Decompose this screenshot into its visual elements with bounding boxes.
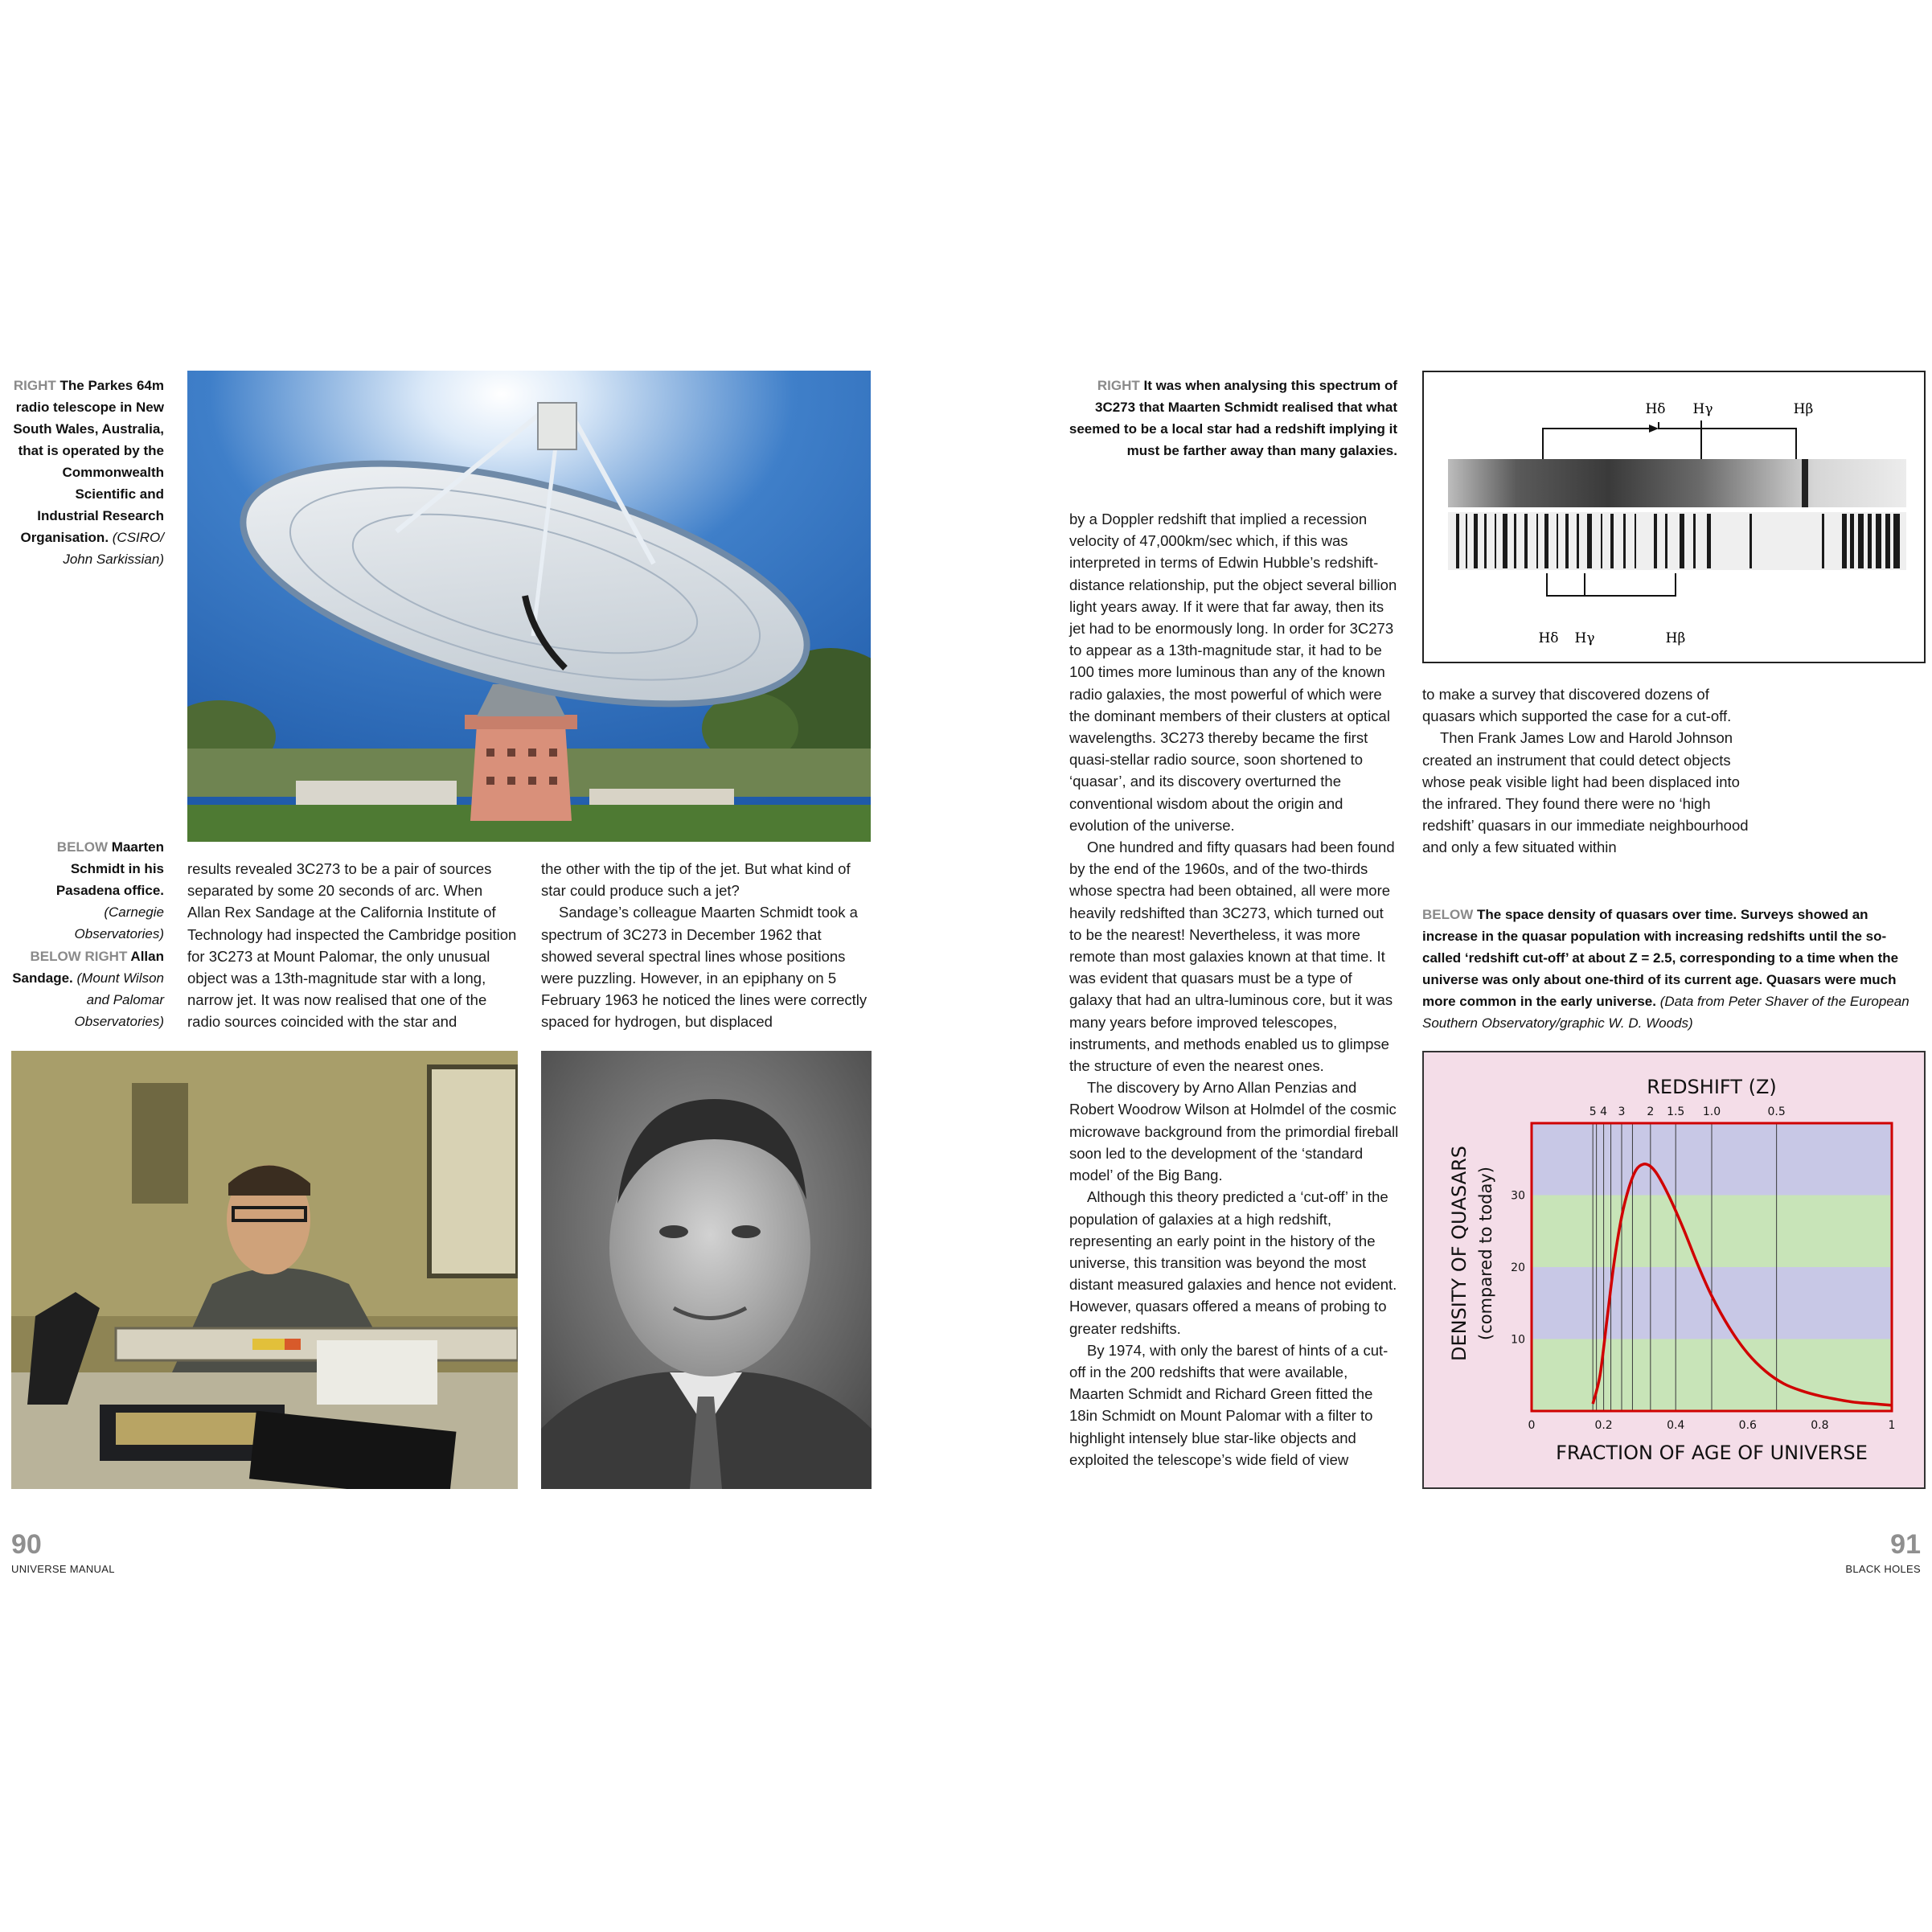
caption-credit: (Carnegie Observatories) <box>74 904 164 941</box>
page-number-left: 90 <box>11 1529 42 1560</box>
y-axis-sublabel: (compared to today) <box>1476 1167 1495 1340</box>
paragraph: Although this theory predicted a ‘cut-off’ in the population of galaxies at a high redshift, representing an early point in the history of the universe, this transition was beyond the most distant measured galaxies and hence not evident. However, quasars offered a means of probing to greater redshifts. <box>1069 1188 1397 1337</box>
y-tick-label: 20 <box>1511 1261 1525 1274</box>
y-axis-label: DENSITY OF QUASARS <box>1448 1145 1471 1362</box>
spectrum-label-bottom-hgamma: Hγ <box>1574 630 1595 646</box>
quasar-density-chart <box>1422 1051 1926 1489</box>
redshift-tick-label: 0.5 <box>1767 1105 1786 1118</box>
caption-text: Maarten Schmidt in his Pasadena office. <box>55 839 164 898</box>
paragraph: to make a survey that discovered dozens of quasars which supported the case for a cut-off. <box>1422 686 1732 725</box>
caption-chart <box>1422 904 1924 1034</box>
caption-text: Allan Sandage. <box>12 949 164 986</box>
paragraph: the other with the tip of the jet. But what kind of star could produce such a jet? <box>541 860 851 900</box>
y-tick-label: 30 <box>1511 1189 1525 1203</box>
redshift-tick-label: 4 <box>1600 1105 1608 1118</box>
caption-parkes <box>11 375 164 570</box>
caption-sandage <box>11 945 164 1032</box>
caption-lead: BELOW RIGHT <box>30 949 128 964</box>
parkes-telescope-photo <box>187 371 871 842</box>
spectrum-label-bottom-hdelta: Hδ <box>1538 630 1559 646</box>
paragraph: by a Doppler redshift that implied a recession velocity of 47,000km/sec which, if this was interpreted in terms of Edwin Hubble’s redshift-distance relationship, put the object several billion light years away. If it were that far away, then its jet had to be enormously long. In order for 3C273 to appear as a 13th-magnitude star, it had to be 100 times more luminous than any of the known radio galaxies, the most powerful of which were the dominant members of their clusters at optical wavelengths. 3C273 thereby became the first quasi-stellar radio source, soon shortened to ‘quasar’, and its discovery overturned the conventional wisdom about the origin and evolution of the universe. <box>1069 511 1397 834</box>
caption-credit: (Data from Peter Shaver of the European Southern Observatory/graphic W. D. Woods) <box>1422 994 1909 1031</box>
spectrum-label-top-hbeta: Hβ <box>1793 401 1814 417</box>
x-tick-label: 0.4 <box>1667 1419 1685 1432</box>
spectrum-figure <box>1422 371 1926 663</box>
caption-spectrum <box>1061 375 1397 461</box>
caption-credit: (Mount Wilson and Palomar Observatories) <box>72 970 164 1029</box>
sandage-portrait-photo <box>541 1051 872 1489</box>
caption-lead: BELOW <box>1422 907 1474 922</box>
redshift-tick-label: 1.5 <box>1667 1105 1685 1118</box>
paragraph: One hundred and fifty quasars had been found by the end of the 1960s, and of the two-thirds whose spectra had been obtained, all were more heavily redshifted than 3C273, which turned out to be the nearest! Nevertheless, it was more remote than most galaxies known at that time. It was evident that quasars must be a type of galaxy that had an ultra-luminous core, but it was many years before improved telescopes, instruments, and methods enabled us to glimpse the structure of even the nearest ones. <box>1069 839 1395 1075</box>
caption-lead: RIGHT <box>1097 378 1140 393</box>
redshift-tick-label: 3 <box>1618 1105 1626 1118</box>
caption-credit: (CSIRO/ John Sarkissian) <box>63 530 164 567</box>
paragraph: results revealed 3C273 to be a pair of sources separated by some 20 seconds of arc. When Allan Rex Sandage at the California Institute of Technology had inspected the Cambridge position for 3C273 at Mount Palomar, the only unusual object was a 13th-magnitude star with a long, narrow jet. It was now realised that one of the radio sources coincided with the star and <box>187 860 517 1031</box>
right-column-1 <box>1069 508 1399 1471</box>
caption-lead: BELOW <box>56 839 109 855</box>
left-column-2 <box>541 858 872 1033</box>
caption-text: The space density of quasars over time. Surveys showed an increase in the quasar population with increasing redshifts until the so-called ‘redshift cut-off’ at about Z = 2.5, corresponding to a time when the universe was only about one-third of its current age. Quasars were much more common in the early universe. <box>1422 907 1899 1009</box>
caption-schmidt <box>11 836 164 945</box>
caption-text: The Parkes 64m radio telescope in New South Wales, Australia, that is operated by the Commonwealth Scientific and Industrial Research Organisation. <box>13 378 164 545</box>
redshift-tick-label: 5 <box>1589 1105 1597 1118</box>
paragraph: Sandage’s colleague Maarten Schmidt took a spectrum of 3C273 in December 1962 that showed several spectral lines whose positions were puzzling. However, in an epiphany on 5 February 1963 he noticed the lines were correctly spaced for hydrogen, but displaced <box>541 904 868 1031</box>
right-column-2 <box>1422 683 1752 859</box>
caption-lead: RIGHT <box>13 378 56 393</box>
left-column-1 <box>187 858 517 1033</box>
spectrum-label-top-hdelta: Hδ <box>1645 401 1666 417</box>
paragraph: The discovery by Arno Allan Penzias and Robert Woodrow Wilson at Holmdel of the cosmic microwave background from the primordial fireball soon led to the development of the ‘standard model’ of the Big Bang. <box>1069 1079 1399 1184</box>
spectrum-label-bottom-hbeta: Hβ <box>1665 630 1686 646</box>
x-tick-label: 0 <box>1528 1419 1536 1432</box>
page-number-right: 91 <box>1890 1529 1921 1560</box>
section-name-left: UNIVERSE MANUAL <box>11 1563 115 1575</box>
x-tick-label: 0.2 <box>1594 1419 1613 1432</box>
y-tick-label: 10 <box>1511 1333 1525 1347</box>
section-name-right: BLACK HOLES <box>1845 1563 1921 1575</box>
caption-text: It was when analysing this spectrum of 3C273 that Maarten Schmidt realised that what seemed to be a local star had a redshift implying it must be farther away than many galaxies. <box>1069 378 1397 458</box>
paragraph: Then Frank James Low and Harold Johnson created an instrument that could detect objects whose peak visible light had been displaced into the infrared. They found there were no ‘high redshift’ quasars in our immediate neighbourhood and only a few situated within <box>1422 729 1749 856</box>
x-tick-label: 0.6 <box>1738 1419 1757 1432</box>
x-axis-label: FRACTION OF AGE OF UNIVERSE <box>1556 1442 1868 1464</box>
x-tick-label: 0.8 <box>1811 1419 1829 1432</box>
redshift-tick-label: 2 <box>1647 1105 1655 1118</box>
chart-title: REDSHIFT (Z) <box>1647 1076 1777 1098</box>
schmidt-office-photo <box>11 1051 518 1489</box>
paragraph: By 1974, with only the barest of hints of a cut-off in the 200 redshifts that were available, Maarten Schmidt and Richard Green fitted the 18in Schmidt on Mount Palomar with a filter to highlight intensely blue star-like objects and exploited the telescope’s wide field of view <box>1069 1341 1388 1468</box>
redshift-tick-label: 1.0 <box>1702 1105 1721 1118</box>
x-tick-label: 1 <box>1888 1419 1896 1432</box>
spectrum-label-top-hgamma: Hγ <box>1692 401 1713 417</box>
